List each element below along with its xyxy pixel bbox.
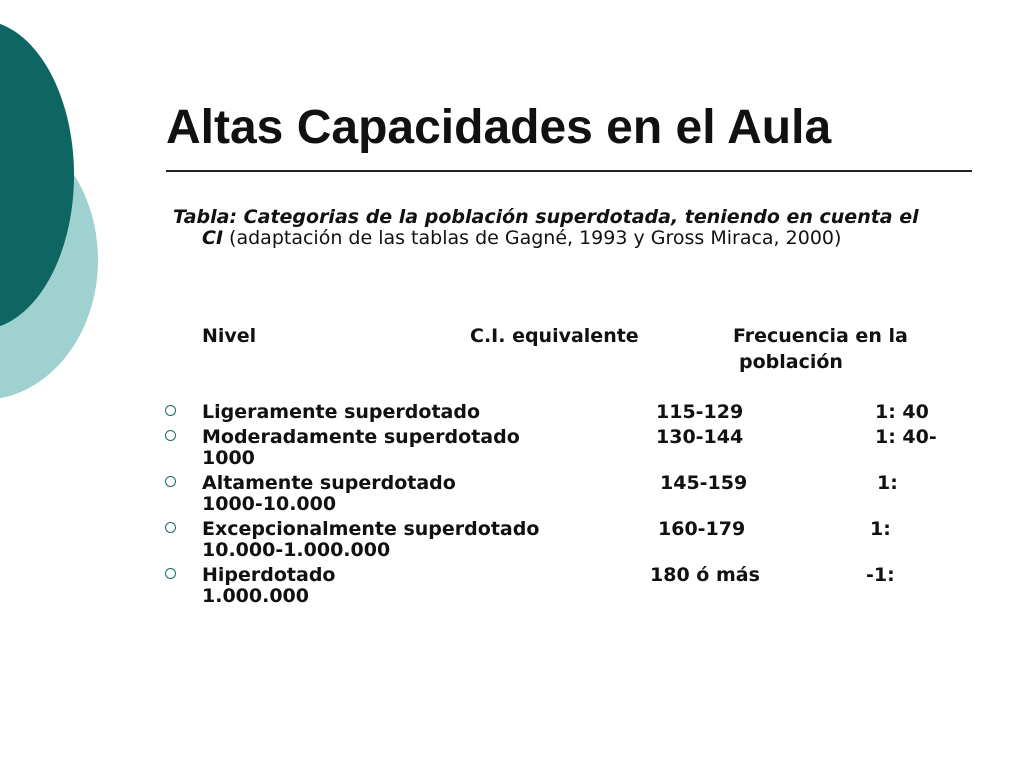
header-frecuencia: Frecuencia en la: [733, 325, 908, 347]
list-item: [0, 563, 1024, 605]
caption-emphasis: Tabla: Categorias de la población superdotada, teniendo en cuenta el CI: [173, 206, 919, 249]
header-frecuencia-cont: población: [739, 351, 843, 373]
row-ci: 160-179: [658, 518, 746, 540]
caption-source: (adaptación de las tablas de Gagné, 1993 y Gross Miraca, 2000): [223, 227, 842, 249]
circle-bullet-icon: [165, 522, 176, 533]
row-nivel: Moderadamente superdotado: [202, 426, 520, 448]
row-frecuencia: 1: 40: [875, 401, 929, 423]
row-nivel: Excepcionalmente superdotado: [202, 518, 540, 540]
row-frecuencia: 1: 40-: [875, 426, 937, 448]
row-frecuencia: 1:: [870, 518, 891, 540]
category-list: [0, 400, 1024, 605]
list-item: [0, 471, 1024, 517]
row-ci: 180 ó más: [650, 564, 760, 586]
row-frecuencia-wrap: 1000: [202, 447, 255, 469]
row-ci: 145-159: [660, 472, 748, 494]
list-item: [0, 517, 1024, 563]
row-frecuencia-wrap: 10.000-1.000.000: [202, 539, 391, 561]
title-underline: [166, 170, 972, 172]
row-nivel: Ligeramente superdotado: [202, 401, 480, 423]
table-caption: [173, 207, 942, 249]
list-item: [0, 400, 1024, 425]
circle-bullet-icon: [165, 476, 176, 487]
header-nivel: Nivel: [202, 325, 257, 347]
row-frecuencia: 1:: [877, 472, 898, 494]
row-nivel: Hiperdotado: [202, 564, 336, 586]
header-ci: C.I. equivalente: [470, 325, 639, 347]
row-frecuencia-wrap: 1000-10.000: [202, 493, 337, 515]
list-item: [0, 425, 1024, 471]
row-nivel: Altamente superdotado: [202, 472, 456, 494]
row-ci: 130-144: [656, 426, 744, 448]
row-ci: 115-129: [656, 401, 744, 423]
row-frecuencia: -1:: [866, 564, 895, 586]
circle-bullet-icon: [165, 430, 176, 441]
slide-title: Altas Capacidades en el Aula: [166, 101, 832, 154]
circle-bullet-icon: [165, 568, 176, 579]
circle-bullet-icon: [165, 405, 176, 416]
row-frecuencia-wrap: 1.000.000: [202, 585, 309, 607]
